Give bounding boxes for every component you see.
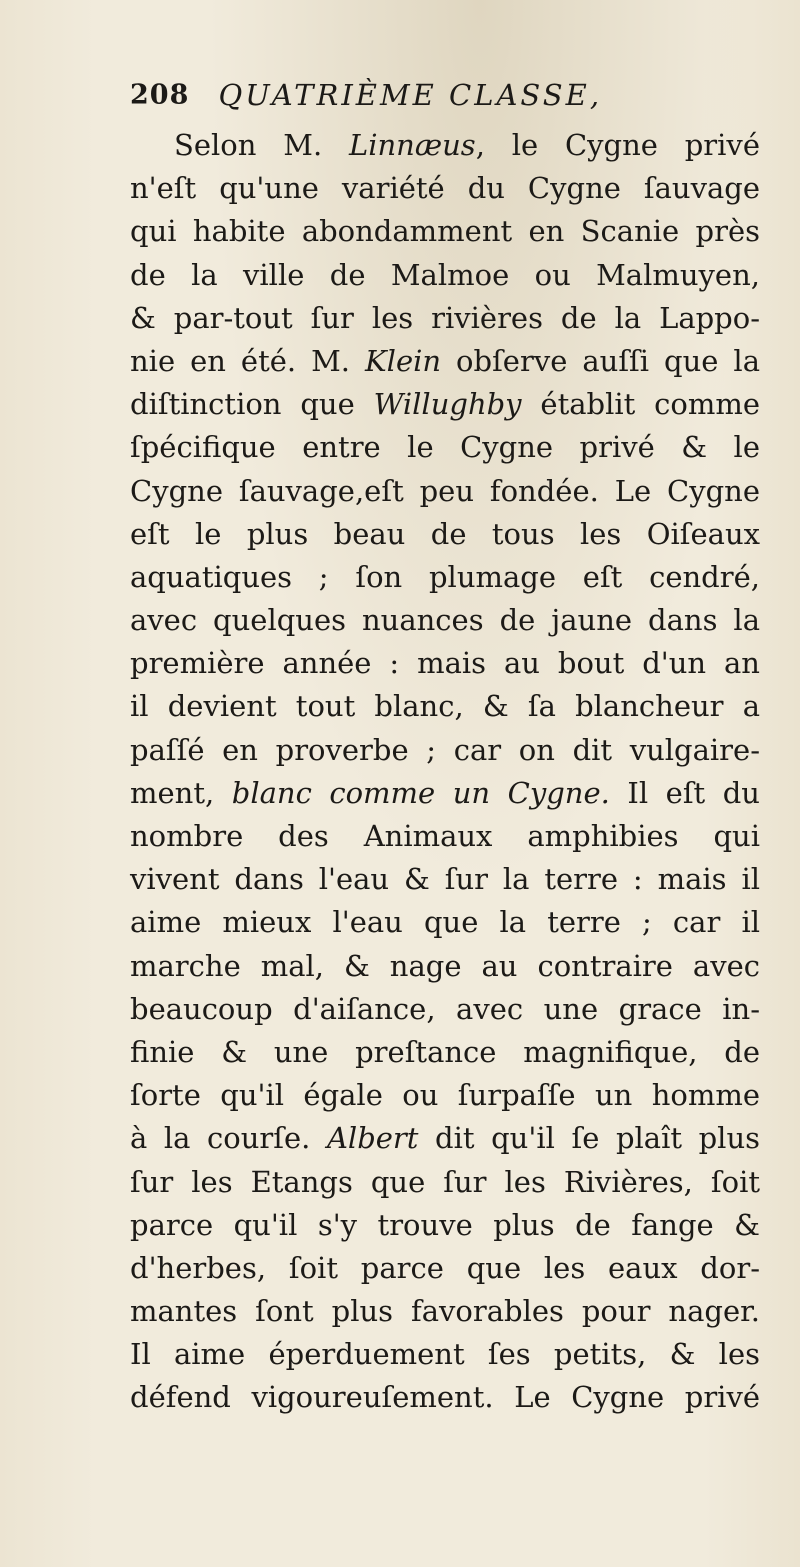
text-line: Cygne ſauvage,eſt peu fondée. Le Cygne <box>130 473 760 508</box>
text-line: beaucoup d'aiſance, avec une grace in- <box>130 991 760 1026</box>
text-line: mantes ſont plus favorables pour nager. <box>130 1294 760 1329</box>
text-line: nombre des Animaux amphibies qui <box>130 819 760 853</box>
text-line: vivent dans l'eau & ſur la terre : mais il <box>130 862 760 897</box>
text-line: aime mieux l'eau que la terre ; car il <box>130 905 760 940</box>
text-line: Selon M. Linnæus, le Cygne privé <box>174 128 760 162</box>
text-line: d'herbes, ſoit parce que les eaux dor- <box>130 1250 760 1285</box>
text-line: n'eſt qu'une variété du Cygne ſauvage <box>130 171 760 206</box>
text-line: avec quelques nuances de jaune dans la <box>130 603 760 638</box>
running-head: QUATRIÈME CLASSE, <box>218 78 603 112</box>
text-line: ment, blanc comme un Cygne. Il eſt du <box>130 775 760 810</box>
text-line: qui habite abondamment en Scanie près <box>130 214 760 249</box>
page-number: 208 <box>130 79 190 111</box>
text-line: ſpécifique entre le Cygne privé & le <box>130 430 760 465</box>
text-line: parce qu'il s'y trouve plus de fange & <box>130 1207 760 1242</box>
text-line: diſtinction que Willughby établit comme <box>130 387 760 422</box>
text-line: à la courſe. Albert dit qu'il ſe plaît plus <box>130 1121 760 1156</box>
text-line: finie & une preſtance magnifique, de <box>130 1034 760 1069</box>
text-line: ſorte qu'il égale ou ſurpaſſe un homme <box>130 1078 760 1113</box>
body-text <box>130 124 760 1420</box>
text-line: première année : mais au bout d'un an <box>130 646 760 681</box>
text-line: Il aime éperduement ſes petits, & les <box>130 1337 760 1372</box>
page-header <box>130 78 690 128</box>
text-line: défend vigoureuſement. Le Cygne privé <box>130 1380 760 1415</box>
text-line: aquatiques ; ſon plumage eſt cendré, <box>130 559 760 594</box>
text-line: nie en été. M. Klein obſerve auſſi que la <box>130 343 760 378</box>
text-line: de la ville de Malmoe ou Malmuyen, <box>130 257 760 292</box>
text-line: & par-tout ſur les rivières de la Lappo- <box>130 300 760 335</box>
text-line: eſt le plus beau de tous les Oiſeaux <box>130 516 760 551</box>
text-line: il devient tout blanc, & ſa blancheur a <box>130 689 760 724</box>
text-line: paſſé en proverbe ; car on dit vulgaire- <box>130 732 760 767</box>
text-line: ſur les Etangs que ſur les Rivières, ſoit <box>130 1164 760 1199</box>
text-line: marche mal, & nage au contraire avec <box>130 948 760 983</box>
